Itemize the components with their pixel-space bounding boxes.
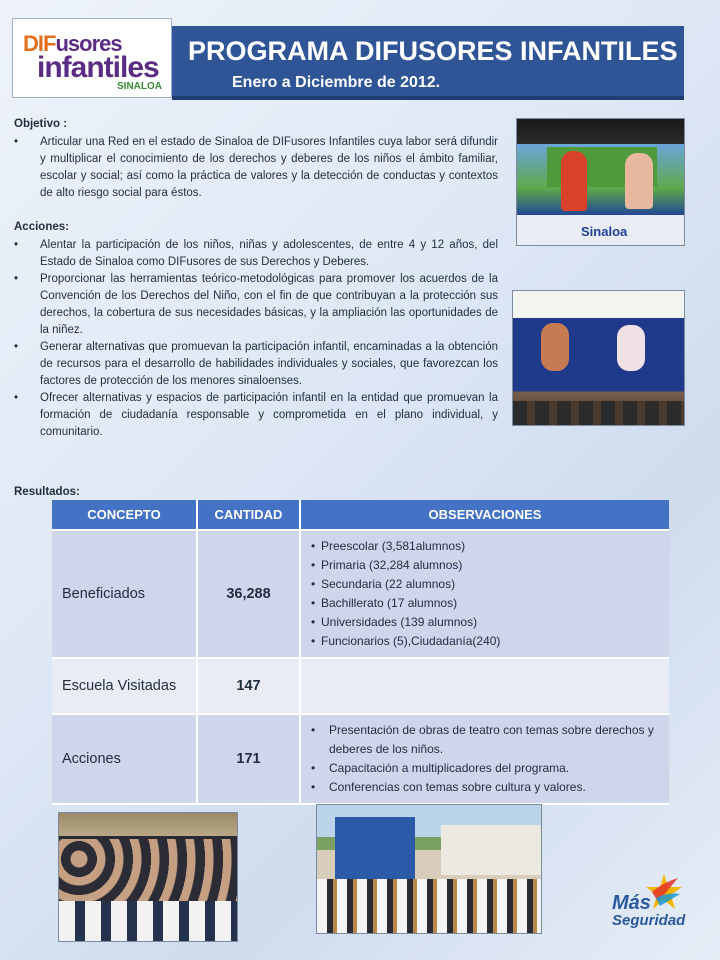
- puppet-girl: [625, 153, 653, 209]
- objetivo-item: • Articular una Red en el estado de Sinaloa de DIFusores Infantiles cuya labor será difundir y multiplicar el conocimiento de los derechos y deberes de los niños el ámbito familiar, escolar y social; así como la práctica de valores y la detección de conductas y contextos de alto riesgo social para éstos.: [14, 134, 498, 202]
- objetivo-label: Objetivo :: [14, 118, 68, 130]
- logo-line-2: infantiles: [37, 51, 159, 84]
- header-observaciones: OBSERVACIONES: [300, 500, 669, 530]
- observation-item: • Presentación de obras de teatro con temas sobre derechos y deberes de los niños.: [311, 721, 659, 759]
- acciones-item: • Proporcionar las herramientas teórico-metodológicas para promover los acuerdos de la Convención de los Derechos del Niño, con el fin de que contribuyan a la protección sus derechos, la cobertura de sus necesidades básicas, y la ampliación las oportunidades de la niñez.: [14, 271, 498, 339]
- mas-seguridad-logo: [606, 870, 710, 940]
- cell-concepto: Acciones: [52, 714, 197, 804]
- cell-cantidad: 147: [197, 658, 300, 714]
- puppet-boy: [561, 151, 587, 211]
- acciones-label: Acciones:: [14, 221, 69, 233]
- logo-line-3: SINALOA: [117, 81, 162, 92]
- puppeteers-photo: [512, 290, 685, 426]
- difusores-logo: [12, 18, 172, 98]
- observation-item: • Conferencias con temas sobre cultura y valores.: [311, 778, 659, 797]
- classroom-children-photo: [58, 812, 238, 942]
- page-subtitle: Enero a Diciembre de 2012.: [232, 74, 441, 91]
- sinaloa-sign: Sinaloa: [581, 224, 628, 239]
- observation-item: • Primaria (32,284 alumnos): [311, 556, 659, 575]
- observation-item: • Universidades (139 alumnos): [311, 613, 659, 632]
- results-table: [52, 500, 669, 805]
- cell-cantidad: 36,288: [197, 530, 300, 658]
- observation-item: • Preescolar (3,581alumnos): [311, 537, 659, 556]
- puppet-left: [541, 323, 569, 371]
- acciones-list: [14, 237, 498, 441]
- observation-item: • Bachillerato (17 alumnos): [311, 594, 659, 613]
- cell-cantidad: 171: [197, 714, 300, 804]
- acciones-item: • Alentar la participación de los niños, niñas y adolescentes, de entre 4 y 12 años, del Estado de Sinaloa como DIFusores de sus Derechos y Deberes.: [14, 237, 498, 271]
- logo-line-1: DIFusores: [23, 31, 122, 56]
- header-cantidad: CANTIDAD: [197, 500, 300, 530]
- page-title: PROGRAMA DIFUSORES INFANTILES: [188, 36, 678, 66]
- cell-observaciones: [300, 530, 669, 658]
- table-row: [52, 658, 669, 714]
- cell-observaciones: [300, 658, 669, 714]
- objetivo-list: [14, 134, 498, 202]
- puppet-show-photo: [516, 118, 685, 246]
- title-banner: [172, 26, 684, 100]
- resultados-label: Resultados:: [14, 486, 80, 498]
- observation-item: • Secundaria (22 alumnos): [311, 575, 659, 594]
- acciones-item: • Ofrecer alternativas y espacios de participación infantil en la entidad que promuevan la formación de ciudadanía responsable y comprometida en el plano individual, y comunitario.: [14, 390, 498, 441]
- header-concepto: CONCEPTO: [52, 500, 197, 530]
- table-row: [52, 530, 669, 658]
- puppet-stage: [335, 817, 415, 879]
- puppet-right: [617, 325, 645, 371]
- cell-concepto: Escuela Visitadas: [52, 658, 197, 714]
- mas-text: Más: [612, 892, 651, 914]
- outdoor-audience-photo: [316, 804, 542, 934]
- table-row: [52, 714, 669, 804]
- acciones-item: • Generar alternativas que promuevan la participación infantil, encaminadas a la obtención de recursos para el desarrollo de habilidades individuales y sociales, que favorezcan los factores de protección de los menores sinaloenses.: [14, 339, 498, 390]
- observation-item: • Funcionarios (5),Ciudadanía(240): [311, 632, 659, 651]
- seguridad-text: Seguridad: [612, 912, 686, 929]
- cell-observaciones: [300, 714, 669, 804]
- program-description: [14, 116, 498, 441]
- cell-concepto: Beneficiados: [52, 530, 197, 658]
- observation-item: • Capacitación a multiplicadores del programa.: [311, 759, 659, 778]
